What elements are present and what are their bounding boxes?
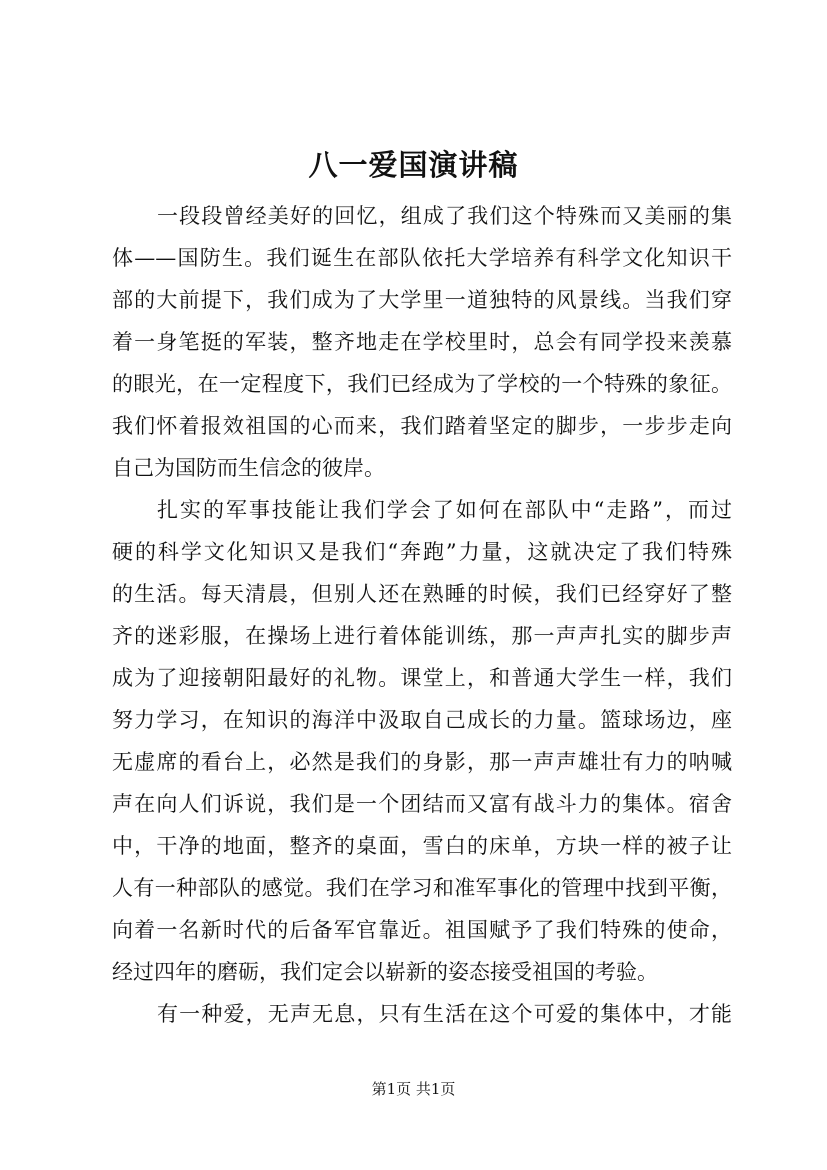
paragraph-line: 声在向人们诉说，我们是一个团结而又富有战斗力的集体。宿舍 (112, 792, 732, 816)
document-title: 八一爱国演讲稿 (308, 148, 519, 182)
paragraph-line: 的眼光，在一定程度下，我们已经成为了学校的一个特殊的象征。 (112, 372, 732, 396)
page-footer: 第1页 共1页 (371, 1080, 456, 1098)
paragraph-line: 体——国防生。我们诞生在部队依托大学培养有科学文化知识干 (112, 246, 732, 270)
paragraph-line: 一段段曾经美好的回忆，组成了我们这个特殊而又美丽的集 (157, 204, 732, 228)
paragraph-line: 有一种爱，无声无息，只有生活在这个可爱的集体中，才能 (157, 1002, 732, 1026)
paragraph-line: 人有一种部队的感觉。我们在学习和准军事化的管理中找到平衡， (112, 876, 732, 900)
paragraph-line: 中，干净的地面，整齐的桌面，雪白的床单，方块一样的被子让 (112, 834, 732, 858)
paragraph-line: 经过四年的磨砺，我们定会以崭新的姿态接受祖国的考验。 (112, 960, 658, 984)
paragraph-line: 努力学习，在知识的海洋中汲取自己成长的力量。篮球场边，座 (112, 708, 732, 732)
paragraph-line: 自己为国防而生信念的彼岸。 (112, 456, 385, 480)
paragraph-line: 无虚席的看台上，必然是我们的身影，那一声声雄壮有力的呐喊 (112, 750, 732, 774)
paragraph-line: 我们怀着报效祖国的心而来，我们踏着坚定的脚步，一步步走向 (112, 414, 732, 438)
paragraph-line: 着一身笔挺的军装，整齐地走在学校里时，总会有同学投来羡慕 (112, 330, 732, 354)
paragraph-line: 成为了迎接朝阳最好的礼物。课堂上，和普通大学生一样，我们 (112, 666, 732, 690)
paragraph-line: 齐的迷彩服，在操场上进行着体能训练，那一声声扎实的脚步声 (112, 624, 732, 648)
paragraph-line: 硬的科学文化知识又是我们“奔跑”力量，这就决定了我们特殊 (112, 540, 732, 564)
paragraph-line: 扎实的军事技能让我们学会了如何在部队中“走路”，而过 (157, 498, 732, 522)
paragraph-line: 的生活。每天清晨，但别人还在熟睡的时候，我们已经穿好了整 (112, 582, 732, 606)
paragraph-line: 向着一名新时代的后备军官靠近。祖国赋予了我们特殊的使命， (112, 918, 732, 942)
paragraph-line: 部的大前提下，我们成为了大学里一道独特的风景线。当我们穿 (112, 288, 732, 312)
